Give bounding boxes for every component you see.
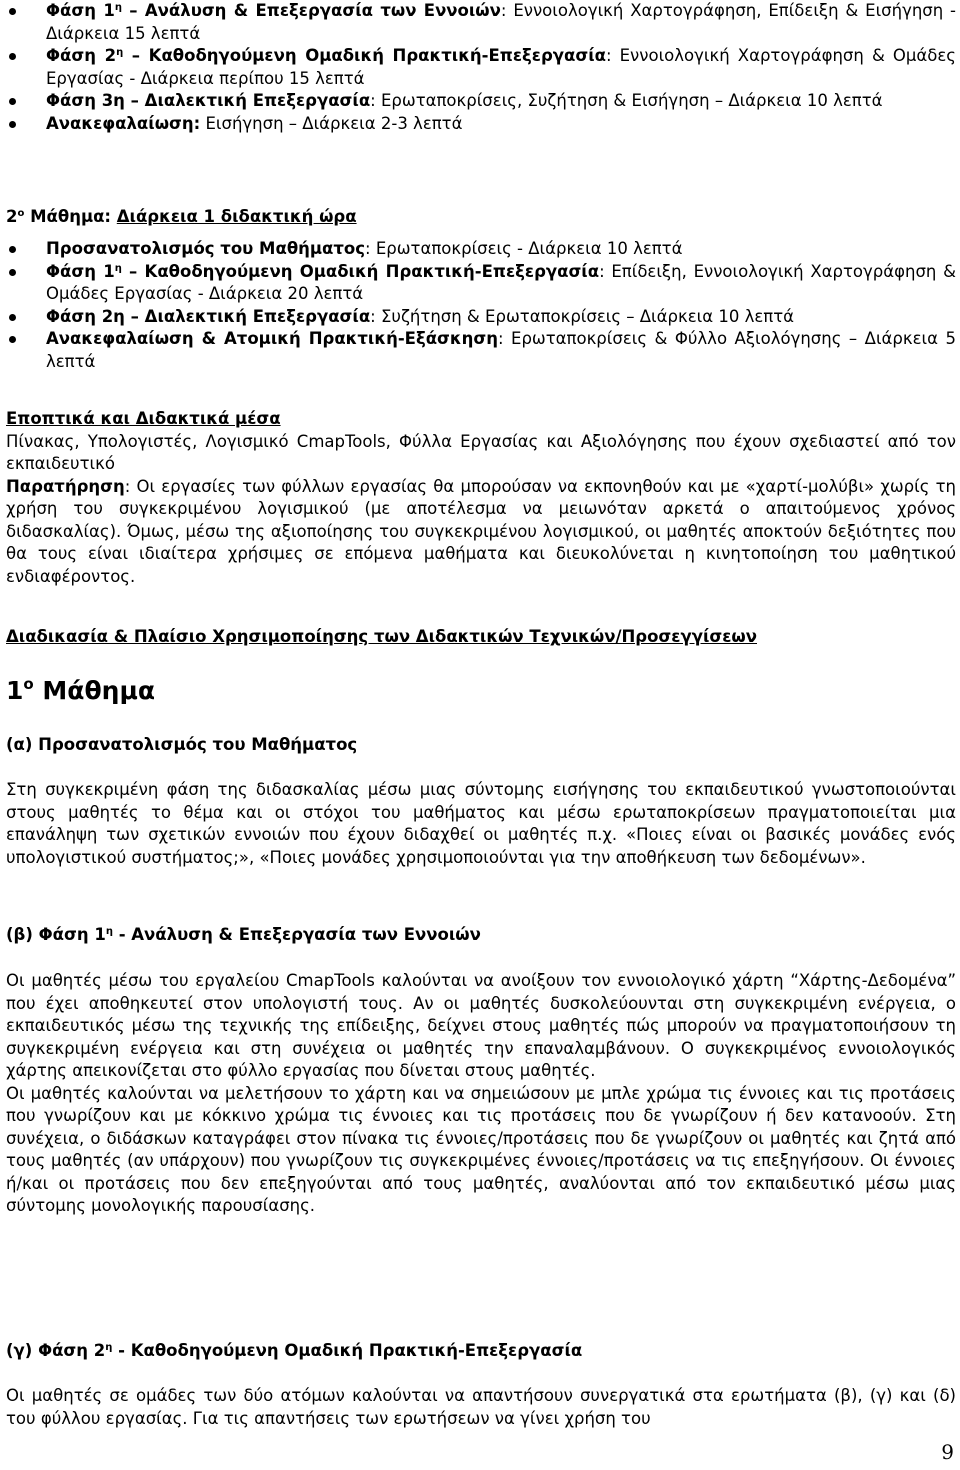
bullet-icon [9,98,16,105]
procedure-heading: Διαδικασία & Πλαίσιο Χρησιμοποίησης των Διδακτικών Τεχνικών/Προσεγγίσεων [6,627,757,646]
section-b-heading [6,924,956,947]
phase-description: Εισήγηση – Διάρκεια 2-3 λεπτά [200,113,463,133]
superscript: η [114,262,122,274]
section-b-body [6,970,956,1218]
phase-title: Φάση 2η – Διαλεκτική Επεξεργασία [46,306,371,326]
list-item [6,261,956,306]
phase-description: : Συζήτηση & Ερωταποκρίσεις – Διάρκεια 10 λεπτά [370,306,794,326]
section-b-paragraph-2: Οι μαθητές καλούνται να μελετήσουν το χάρτη και να σημειώσουν με μπλε χρώμα τις έννοιες και τις προτάσεις που γνωρίζουν και με κόκκινο χρώμα τις έννοιες και τις προτάσεις που δε γνωρίζουν ή δεν κατανοούν. Στη συνέχεια, ο διδάσκων καταγράφει στον πίνακα τις έννοιες/προτάσεις που δε γνωρίζουν οι μαθητές και ζητά από τους μαθητές (αν υπάρχουν) που γνωρίζουν τις συγκεκριμένες έννοιες/προτάσεις να τις επεξηγήσουν. Οι έννοιες ή/και οι προτάσεις που δεν επεξηγούνται από τους μαθητές, αναλύονται από τον εκπαιδευτικό μέσω μιας σύντομης μονολογικής παρουσίασης. [6,1083,956,1215]
bullet-icon [9,8,16,15]
phase-list-lesson1 [6,0,956,135]
page-number: 9 [941,1440,954,1464]
heading-part: - Καθοδηγούμενη Ομαδική Πρακτική-Επεξεργασία [112,1341,583,1360]
section-c-heading [6,1340,956,1363]
list-item [6,45,956,90]
lesson2-heading [6,206,956,229]
heading-part: (γ) Φάση 2 [6,1341,106,1360]
phase-title-rest: – Καθοδηγούμενη Ομαδική Πρακτική-Επεξεργασία [121,261,600,281]
note-text: : Οι εργασίες των φύλλων εργασίας θα μπορούσαν να εκπονηθούν και με «χαρτί-μολύβι» χωρίς τη χρήση του συγκεκριμένου λογισμικού (με αποτέλεσμα να μειωνόταν αρκετά ο απαιτούμενος χρόνος διδασκαλίας). Όμως, μέσω της αξιοποίησης του συγκεκριμένου λογισμικού, οι μαθητές αποκτούν δεξιότητες που θα τους είναι ιδιαίτερα χρήσιμες σε επόμενα μαθήματα και διευκολύνεται η κινητοποίηση του μαθητικού ενδιαφέροντος. [6,476,956,586]
materials-text: Πίνακας, Υπολογιστές, Λογισμικό CmapTools, Φύλλα Εργασίας και Αξιολόγησης που έχουν σχεδιαστεί από τον εκπαιδευτικό [6,431,956,473]
superscript: η [105,1342,113,1353]
materials-heading: Εποπτικά και Διδακτικά μέσα [6,409,281,428]
superscript: η [114,2,122,13]
lesson1-heading [6,675,956,707]
phase-description: : Ερωταποκρίσεις & Φύλλο Αξιολόγησης – Διάρκεια 5 λεπτά [46,329,956,371]
section-a-text: Στη συγκεκριμένη φάση της διδασκαλίας μέσω μιας σύντομης εισήγησης του εκπαιδευτικού γνωστοποιούνται στους μαθητές το θέμα και οι στόχοι του μαθήματος και μέσω ερωταποκρίσεων πραγματοποιείται μια επανάληψη των σχετικών εννοιών που έχουν διδαχθεί οι μαθητές π.χ. «Ποιες είναι οι βασικές μονάδες ενός υπολογιστικού συστήματος;», «Ποιες μονάδες χρησιμοποιούνται για την αποθήκευση των δεδομένων». [6,780,956,867]
phase-description: : Ερωταποκρίσεις - Διάρκεια 10 λεπτά [365,239,683,258]
list-item [6,306,956,329]
lesson-label: Μάθημα [33,676,156,705]
bullet-icon [9,314,16,321]
phase-list-lesson2 [6,238,956,373]
list-item [6,90,956,113]
section-a-heading: (α) Προσανατολισμός του Μαθήματος [6,735,358,754]
phase-description: : Επίδειξη, Εννοιολογική Χαρτογράφηση & Ομάδες Εργασίας - Διάρκεια 20 λεπτά [46,261,956,303]
phase-description: : Εννοιολογική Χαρτογράφηση, Επίδειξη & Εισήγηση - Διάρκεια 15 λεπτά [46,1,957,43]
phase-title: Φάση 1 [46,261,115,281]
superscript: η [116,47,124,58]
phase-title: Φάση 1 [46,1,115,20]
bullet-icon [9,121,16,128]
heading-part: - Ανάλυση & Επεξεργασία των Εννοιών [112,925,481,944]
bullet-icon [9,336,16,343]
phase-title: Προσανατολισμός του Μαθήματος [46,239,366,258]
lesson-number: 2 [6,207,18,226]
list-item [6,0,956,45]
phase-title: Ανακεφαλαίωση & Ατομική Πρακτική-Εξάσκηση [46,329,498,348]
section-c-text: Οι μαθητές σε ομάδες των δύο ατόμων καλούνται να απαντήσουν συνεργατικά στα ερωτήματα (β), (γ) και (δ) του φύλλου εργασίας. Για τις απαντήσεις των ερωτήσεων να γίνει χρήση του [6,1386,956,1428]
bullet-icon [9,246,16,253]
list-item [6,238,956,261]
superscript: ο [23,675,34,693]
superscript: η [105,926,113,937]
lesson-duration: Διάρκεια 1 διδακτική ώρα [116,207,357,226]
phase-title: Φάση 2 [46,46,117,65]
phase-description: : Ερωταποκρίσεις, Συζήτηση & Εισήγηση – Διάρκεια 10 λεπτά [370,91,883,110]
list-item [6,113,956,136]
note-paragraph [6,476,956,589]
phase-title: Ανακεφαλαίωση: [46,113,201,133]
phase-title: Φάση 3η – Διαλεκτική Επεξεργασία [46,91,371,110]
section-b-paragraph-1: Οι μαθητές μέσω του εργαλείου CmapTools καλούνται να ανοίξουν τον εννοιολογικό χάρτη “Χάρτης-Δεδομένα” που έχει αποθηκευτεί στον υπολογιστή τους. Αν οι μαθητές δυσκολεύουνται στη συγκεκριμένη ενέργεια, ο εκπαιδευτικός μέσω της τεχνικής της επίδειξης, δείχνει στους μαθητές πώς μπορούν να πραγματοποιήσουν τη συγκεκριμένη ενέργεια και στη συνέχεια οι μαθητές την επαναλαμβάνουν. Ο συγκεκριμένος εννοιολογικός χάρτης απεικονίζεται στο φύλλο εργασίας που δίνεται στους μαθητές. [6,971,956,1080]
phase-title-rest: – Ανάλυση & Επεξεργασία των Εννοιών [121,1,501,20]
bullet-icon [9,269,16,276]
superscript: ο [17,208,25,219]
note-label: Παρατήρηση [6,476,125,496]
phase-description: : Εννοιολογική Χαρτογράφηση & Ομάδες Εργασίας - Διάρκεια περίπου 15 λεπτά [46,46,956,88]
lesson-label: Μάθημα: [24,207,117,226]
lesson-number: 1 [6,676,24,705]
materials-section [6,408,956,588]
bullet-icon [9,53,16,60]
heading-part: (β) Φάση 1 [6,925,106,944]
list-item [6,328,956,373]
phase-title-rest: – Καθοδηγούμενη Ομαδική Πρακτική-Επεξεργασία [123,46,606,65]
